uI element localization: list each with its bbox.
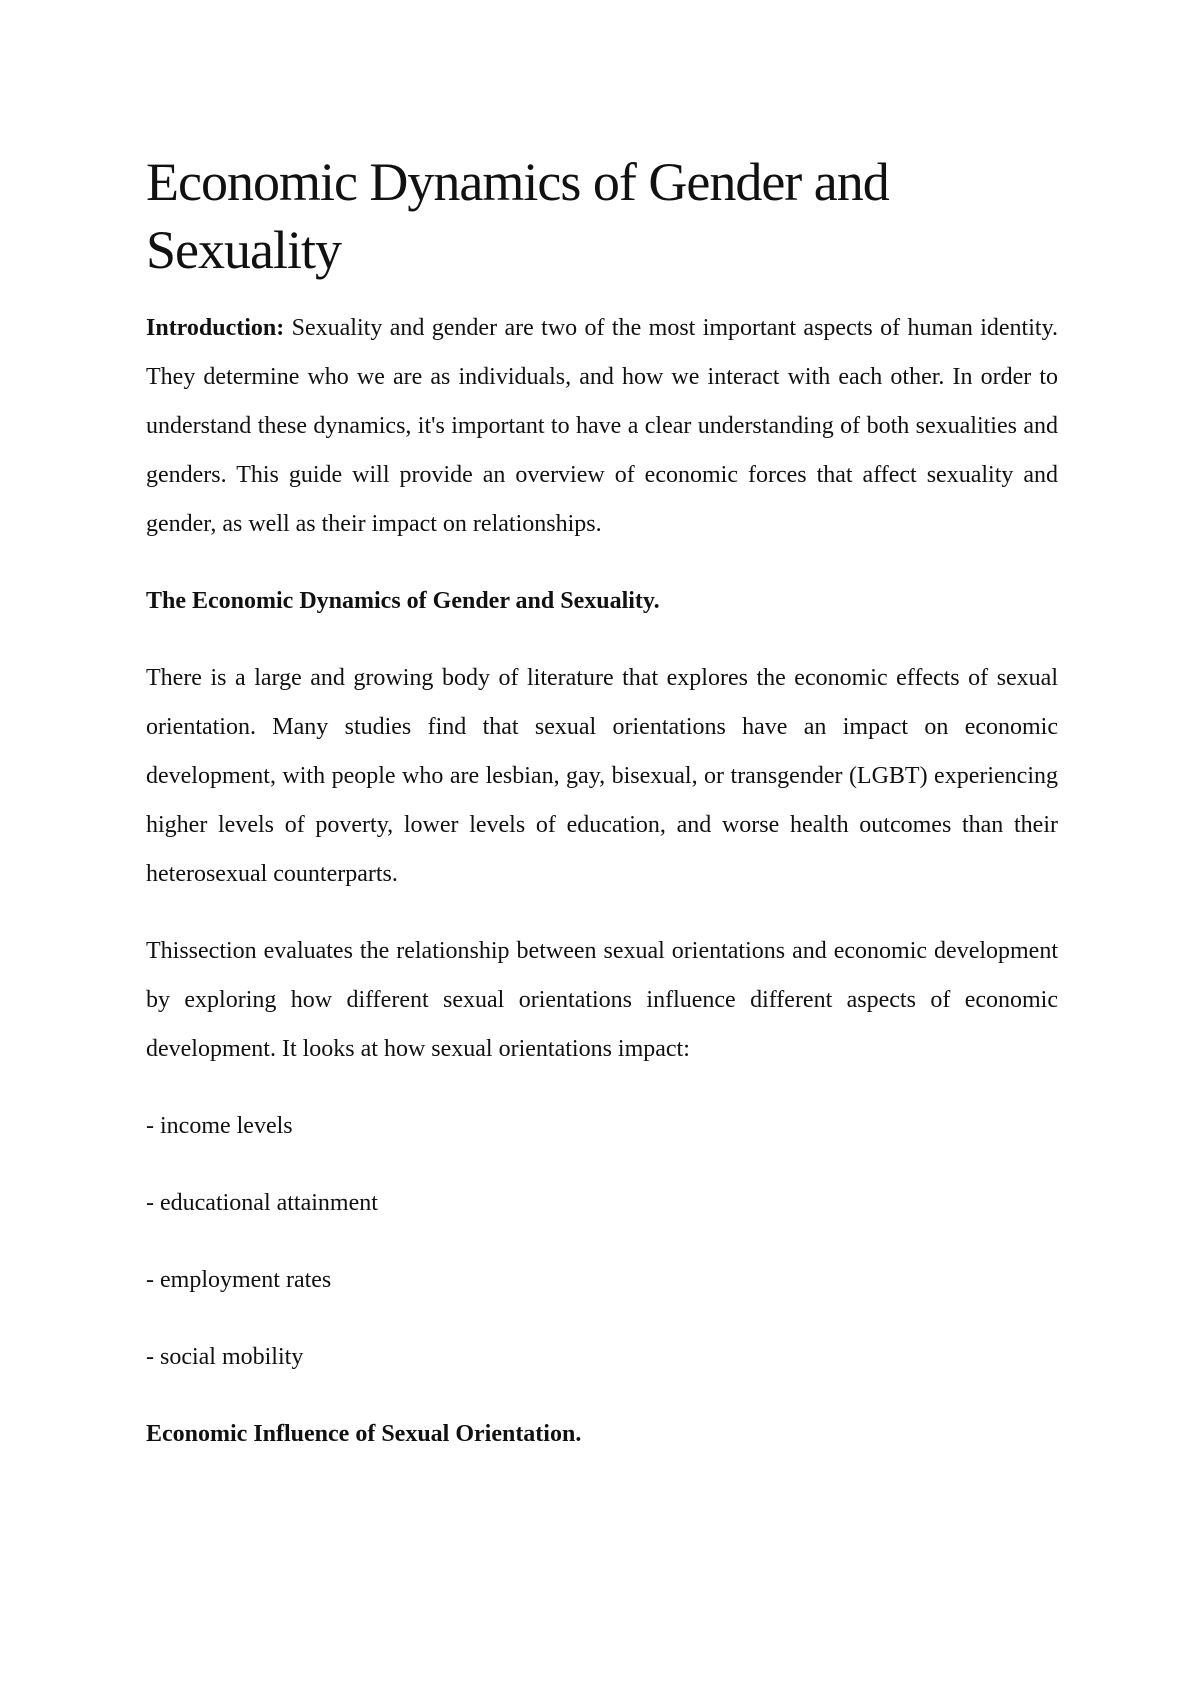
section-paragraph-evaluation: Thissection evaluates the relationship between sexual orientations and economic development by exploring how different sexual orientations influence different aspects of economic development. It looks at how sexual orientations impact: bbox=[146, 938, 1058, 1062]
list-item-employment: - employment rates bbox=[146, 1267, 332, 1293]
intro-text: Sexuality and gender are two of the most important aspects of human identity. They determine who we are as individuals, and how we interact with each other. In order to understand these dynamics, it's important to have a clear understanding of both sexualities and genders. This guide will provide an overview of economic forces that affect sexuality and gender, as well as their impact on relationships. bbox=[146, 315, 1059, 537]
section-paragraph-literature: There is a large and growing body of literature that explores the economic effects of sexual orientation. Many studies find that sexual orientations have an impact on economic development, with people who are lesbian, gay, bisexual, or transgender (LGBT) experiencing higher levels of poverty, lower levels of education, and worse health outcomes than their heterosexual counterparts. bbox=[146, 665, 1058, 887]
intro-label: Introduction: bbox=[146, 315, 285, 341]
list-item-income: - income levels bbox=[146, 1113, 293, 1139]
document-title: Economic Dynamics of Gender and Sexuality bbox=[146, 152, 889, 280]
intro-paragraph bbox=[146, 304, 1058, 549]
list-item-education: - educational attainment bbox=[146, 1190, 378, 1216]
section-heading-economic-dynamics: The Economic Dynamics of Gender and Sexuality. bbox=[146, 588, 660, 614]
list-item-mobility: - social mobility bbox=[146, 1344, 304, 1370]
impact-list bbox=[146, 1102, 1058, 1382]
document-content bbox=[146, 148, 1058, 1459]
section-heading-economic-influence: Economic Influence of Sexual Orientation. bbox=[146, 1421, 582, 1447]
